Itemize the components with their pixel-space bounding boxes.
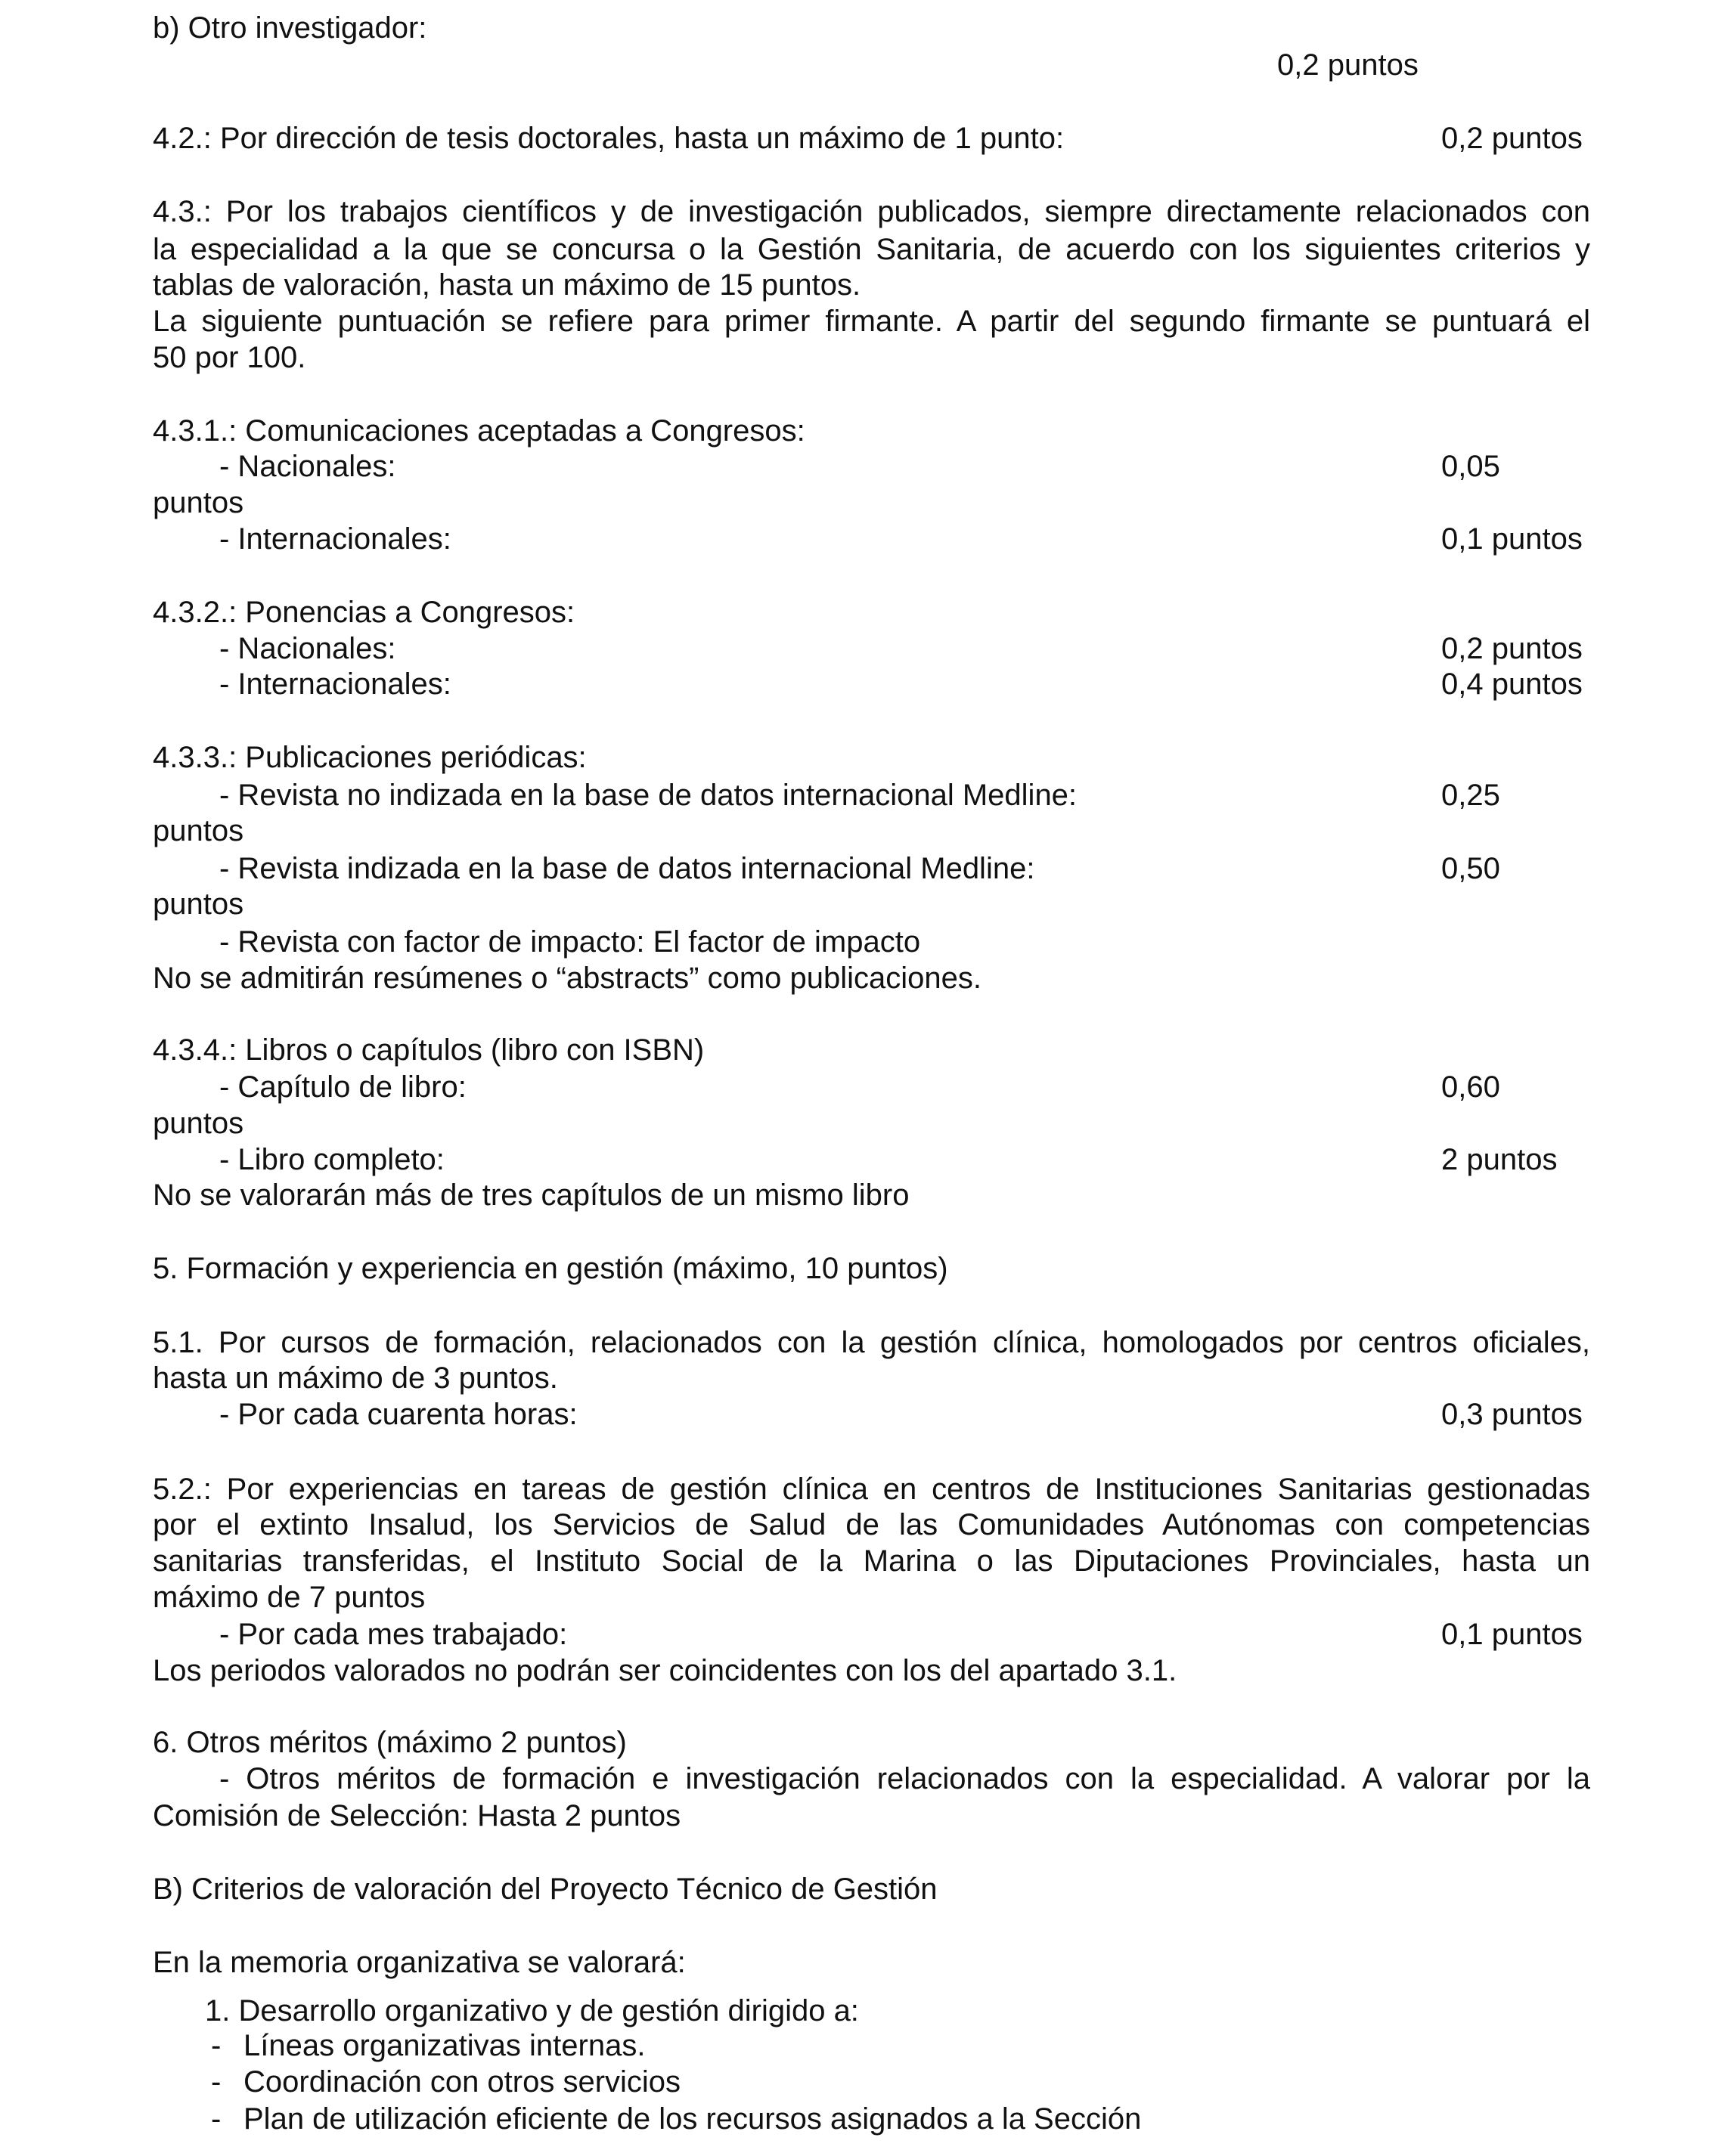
item-label: - Internacionales: xyxy=(219,522,451,556)
item-label: - Capítulo de libro: xyxy=(219,1070,467,1104)
subsection-label: b) Otro investigador: xyxy=(153,11,427,45)
section-title: 4.3.4.: Libros o capítulos (libro con ISBN) xyxy=(153,1033,705,1067)
points-value: 0,1 puntos xyxy=(1441,1618,1583,1651)
points-value: 0,1 puntos xyxy=(1441,522,1583,556)
paragraph-line: tablas de valoración, hasta un máximo de 15 puntos. xyxy=(153,268,861,302)
bullet-dash: - xyxy=(211,2102,222,2136)
section-title: 4.3.2.: Ponencias a Congresos: xyxy=(153,596,575,629)
bullet-item: Coordinación con otros servicios xyxy=(243,2065,681,2099)
item-label: - Revista indizada en la base de datos internacional Medline: xyxy=(219,852,1035,885)
note: Los periodos valorados no podrán ser coincidentes con los del apartado 3.1. xyxy=(153,1654,1177,1687)
item-label: - Revista con factor de impacto: El factor de impacto xyxy=(219,925,921,959)
intro-text: En la memoria organizativa se valorará: xyxy=(153,1946,686,1979)
section-title: B) Criterios de valoración del Proyecto Técnico de Gestión xyxy=(153,1873,938,1906)
points-value: 0,2 puntos xyxy=(1441,122,1583,155)
paragraph-line: máximo de 7 puntos xyxy=(153,1581,426,1614)
points-value: 0,50 xyxy=(1441,852,1500,885)
points-value: 0,2 puntos xyxy=(1277,48,1419,82)
points-value: 0,60 xyxy=(1441,1070,1500,1104)
paragraph-line: la especialidad a la que se concursa o la Gestión Sanitaria, de acuerdo con los siguientes criterios y xyxy=(153,233,1590,266)
section-title: 6. Otros méritos (máximo 2 puntos) xyxy=(153,1726,627,1759)
paragraph-line: por el extinto Insalud, los Servicios de Salud de las Comunidades Autónomas con competencias xyxy=(153,1508,1590,1541)
points-value: 0,05 xyxy=(1441,450,1500,483)
paragraph-line: Comisión de Selección: Hasta 2 puntos xyxy=(153,1799,681,1832)
paragraph-line: sanitarias transferidas, el Instituto Social de la Marina o las Diputaciones Provinciales, hasta un xyxy=(153,1544,1590,1578)
bullet-dash: - xyxy=(211,2029,222,2062)
points-value: 0,4 puntos xyxy=(1441,668,1583,701)
points-wrap: puntos xyxy=(153,486,244,519)
paragraph-line: 50 por 100. xyxy=(153,341,306,374)
paragraph-line: 4.3.: Por los trabajos científicos y de investigación publicados, siempre directamente relacionados con xyxy=(153,195,1590,228)
paragraph-line: hasta un máximo de 3 puntos. xyxy=(153,1361,558,1395)
section-title: 4.3.3.: Publicaciones periódicas: xyxy=(153,741,587,774)
bullet-item: Líneas organizativas internas. xyxy=(243,2029,646,2062)
section-title: 5. Formación y experiencia en gestión (máximo, 10 puntos) xyxy=(153,1252,948,1285)
item-label: - Nacionales: xyxy=(219,450,396,483)
bullet-dash: - xyxy=(211,2065,222,2099)
item-label: - Revista no indizada en la base de datos internacional Medline: xyxy=(219,779,1078,812)
paragraph-line: 5.2.: Por experiencias en tareas de gestión clínica en centros de Instituciones Sanitarias gestionadas xyxy=(153,1473,1590,1506)
points-value: 0,3 puntos xyxy=(1441,1398,1583,1431)
item-label: - Por cada cuarenta horas: xyxy=(219,1398,578,1431)
item-label: - Internacionales: xyxy=(219,668,451,701)
note: No se valorarán más de tres capítulos de un mismo libro xyxy=(153,1179,910,1212)
note: No se admitirán resúmenes o “abstracts” como publicaciones. xyxy=(153,962,982,995)
points-value: 2 puntos xyxy=(1441,1143,1558,1176)
item-label: - Por cada mes trabajado: xyxy=(219,1618,568,1651)
section-4-2-label: 4.2.: Por dirección de tesis doctorales, hasta un máximo de 1 punto: xyxy=(153,122,1065,155)
points-value: 0,2 puntos xyxy=(1441,632,1583,665)
numbered-item: 1. Desarrollo organizativo y de gestión dirigido a: xyxy=(205,1994,859,2027)
points-wrap: puntos xyxy=(153,887,244,921)
section-title: 4.3.1.: Comunicaciones aceptadas a Congresos: xyxy=(153,414,805,448)
paragraph-line: La siguiente puntuación se refiere para primer firmante. A partir del segundo firmante se puntuará el xyxy=(153,305,1590,338)
bullet-item: Plan de utilización eficiente de los recursos asignados a la Sección xyxy=(243,2102,1142,2136)
paragraph-line: 5.1. Por cursos de formación, relacionados con la gestión clínica, homologados por centros oficiales, xyxy=(153,1326,1590,1359)
points-value: 0,25 xyxy=(1441,779,1500,812)
item-label: - Nacionales: xyxy=(219,632,396,665)
points-wrap: puntos xyxy=(153,814,244,847)
points-wrap: puntos xyxy=(153,1107,244,1140)
paragraph-line: - Otros méritos de formación e investigación relacionados con la especialidad. A valorar por la xyxy=(219,1762,1590,1795)
item-label: - Libro completo: xyxy=(219,1143,445,1176)
